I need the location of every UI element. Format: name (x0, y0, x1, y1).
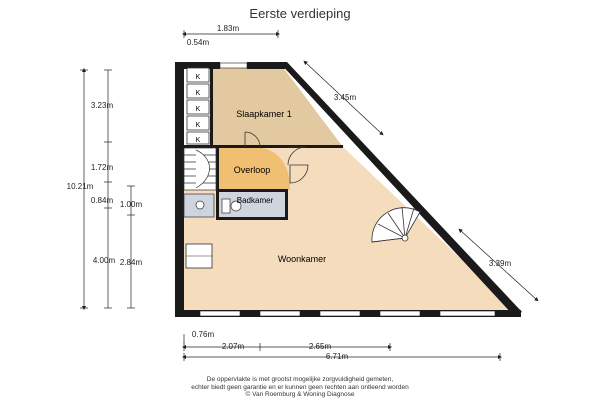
floor-title: Eerste verdieping (249, 6, 351, 21)
dim-bottom-right: 2.65m (308, 342, 332, 351)
disclaimer-line: echter biedt geen garantie en er kunnen geen rechten aan ontleend worden (191, 383, 409, 391)
sink (184, 194, 214, 217)
dim-left-1: 3.23m (90, 101, 114, 110)
cabinet-label: K (195, 137, 201, 144)
cabinet-label: K (195, 106, 201, 113)
staircase-left (184, 148, 216, 190)
dim-inner-1: 1.00m (119, 200, 143, 209)
dim-top-width: 1.83m (216, 24, 240, 33)
dim-total-height: 10.21m (66, 182, 94, 191)
disclaimer (0, 376, 600, 399)
room-overloop-label: Overloop (233, 165, 271, 175)
dim-diag-lower: 3.39m (488, 259, 512, 268)
cabinets (187, 68, 209, 144)
fireplace (186, 244, 212, 268)
dim-top-offset: 0.54m (186, 38, 210, 47)
dim-diag-upper: 3.45m (333, 93, 357, 102)
dim-total-width: 6.71m (325, 352, 349, 361)
disclaimer-line: © Van Roemburg & Woning Diagnose (245, 391, 355, 398)
dim-left-2: 1.72m (90, 163, 114, 172)
cabinet-label: K (195, 122, 201, 129)
dim-bottom-left: 2.07m (221, 342, 245, 351)
dim-left-4: 4.00m (92, 256, 116, 265)
cabinet-label: K (195, 90, 201, 97)
room-woonkamer-label: Woonkamer (277, 254, 327, 264)
disclaimer-line: De oppervlakte is met grootst mogelijke zorgvuldigheid gemeten, (206, 376, 394, 383)
room-slaapkamer-label: Slaapkamer 1 (236, 109, 292, 119)
dim-inner-2: 2.84m (119, 258, 143, 267)
dim-left-3: 0.84m (90, 196, 114, 205)
cabinet-label: K (195, 74, 201, 81)
dim-bottom-offset: 0.76m (191, 330, 215, 339)
room-badkamer-label: Badkamer (236, 196, 274, 205)
